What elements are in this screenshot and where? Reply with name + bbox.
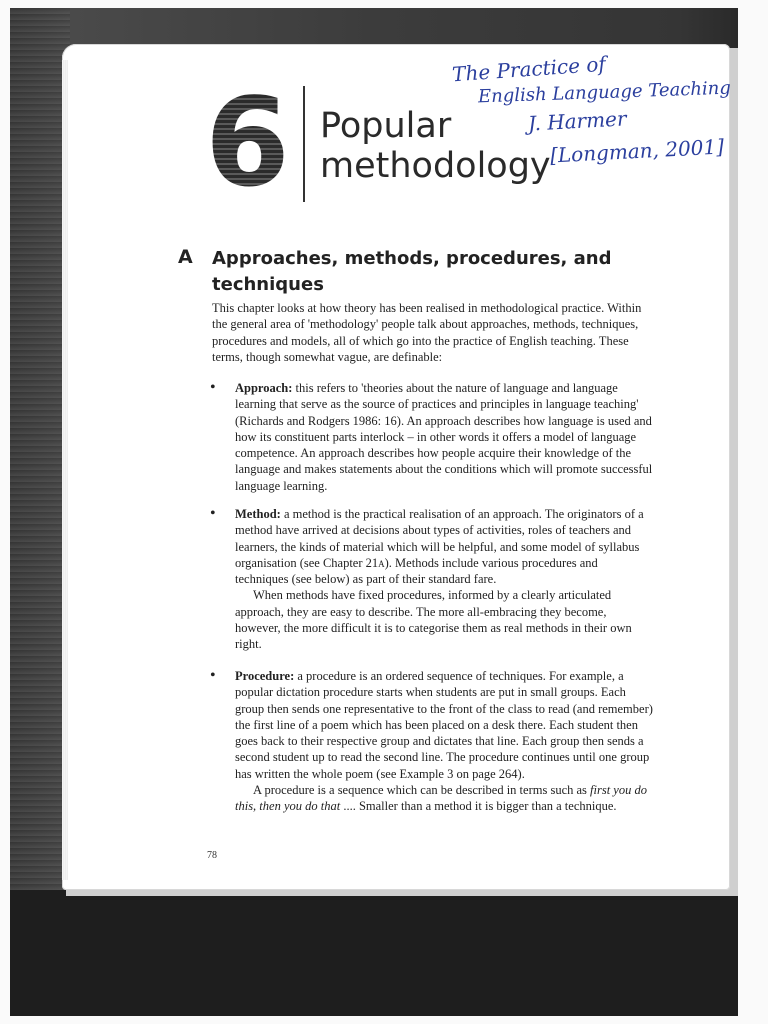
chapter-title-line2: methodology: [320, 146, 551, 186]
approach-text: this refers to 'theories about the nature of language and language learning that serve as the source of practices and principles in language teaching' (Richards and Rodgers 1986: 16). An approach describes how language is used and how its constituent parts interlock – in other words it offers a model of language competence. An approach describes how people acquire their knowledge of the language and makes statements about the conditions which will promote successful language learning.: [235, 381, 653, 493]
handwritten-note-line1: The Practice of: [451, 51, 607, 87]
handwritten-note-line4: [Longman, 2001]: [549, 134, 725, 168]
handwritten-note-line2: English Language Teaching: [477, 77, 732, 108]
method-paragraph2: When methods have fixed procedures, informed by a clearly articulated approach, they are easy to describe. The more all-embracing they become, however, the more difficult it is to categorise them as real methods in their own right.: [235, 588, 632, 652]
page-number: 78: [207, 850, 217, 861]
page-edges: [62, 60, 68, 880]
procedure-text: a procedure is an ordered sequence of techniques. For example, a popular dictation procedure starts when students are put in small groups. Each group then sends one representative to the front of the class to read (and remember) the first line of a poem which has been placed on a desk there. Each student then goes back to their respective group and dictates that line. Each group then sends a second student up to read the second line. The procedure continues until one group has written the whole poem (see Example 3 on page 264).: [235, 669, 653, 781]
scanner-bottom-edge: [10, 890, 738, 1016]
bullet-icon: •: [210, 667, 216, 684]
chapter-title-line1: Popular: [320, 106, 452, 146]
term-method: Method:: [235, 507, 281, 521]
section-heading: Approaches, methods, procedures, and techniques: [212, 248, 612, 295]
bullet-procedure: [235, 668, 653, 815]
method-text-before: a method is the practical realisation of an approach. The originators of a method have arrived at decisions about types of activities, roles of teachers and learners, the kinds of material which will be helpful, and some model of syllabus organisation (see Chapter: [235, 507, 644, 570]
term-approach: Approach:: [235, 381, 293, 395]
chapter-divider: [303, 86, 305, 202]
handwritten-note-line3: J. Harmer: [527, 106, 628, 136]
procedure-p2-emph: first you do this, then you do that: [235, 783, 647, 814]
procedure-p2-before: A procedure is a sequence which can be described in terms such as: [253, 783, 591, 798]
method-text-after: ). Methods include various procedures and techniques (see below) as part of their standard fare.: [235, 555, 598, 587]
term-procedure: Procedure:: [235, 669, 295, 683]
bullet-method: [235, 506, 653, 653]
chapter-title: [320, 106, 580, 186]
bullet-icon: •: [210, 505, 216, 522]
intro-paragraph: This chapter looks at how theory has been realised in methodological practice. Within the general area of 'methodology' people talk about approaches, methods, techniques, procedures and models, all of which go into the practice of English teaching. These terms, though somewhat vague, are definable:: [212, 301, 642, 364]
section-letter: A: [178, 246, 193, 268]
procedure-p2-after: .... Smaller than a method it is bigger than a technique.: [340, 799, 617, 814]
chapter-number: 6: [205, 88, 295, 198]
method-chapter-ref: 21a: [365, 555, 385, 570]
bullet-icon: •: [210, 379, 216, 396]
bullet-approach: [235, 380, 653, 494]
